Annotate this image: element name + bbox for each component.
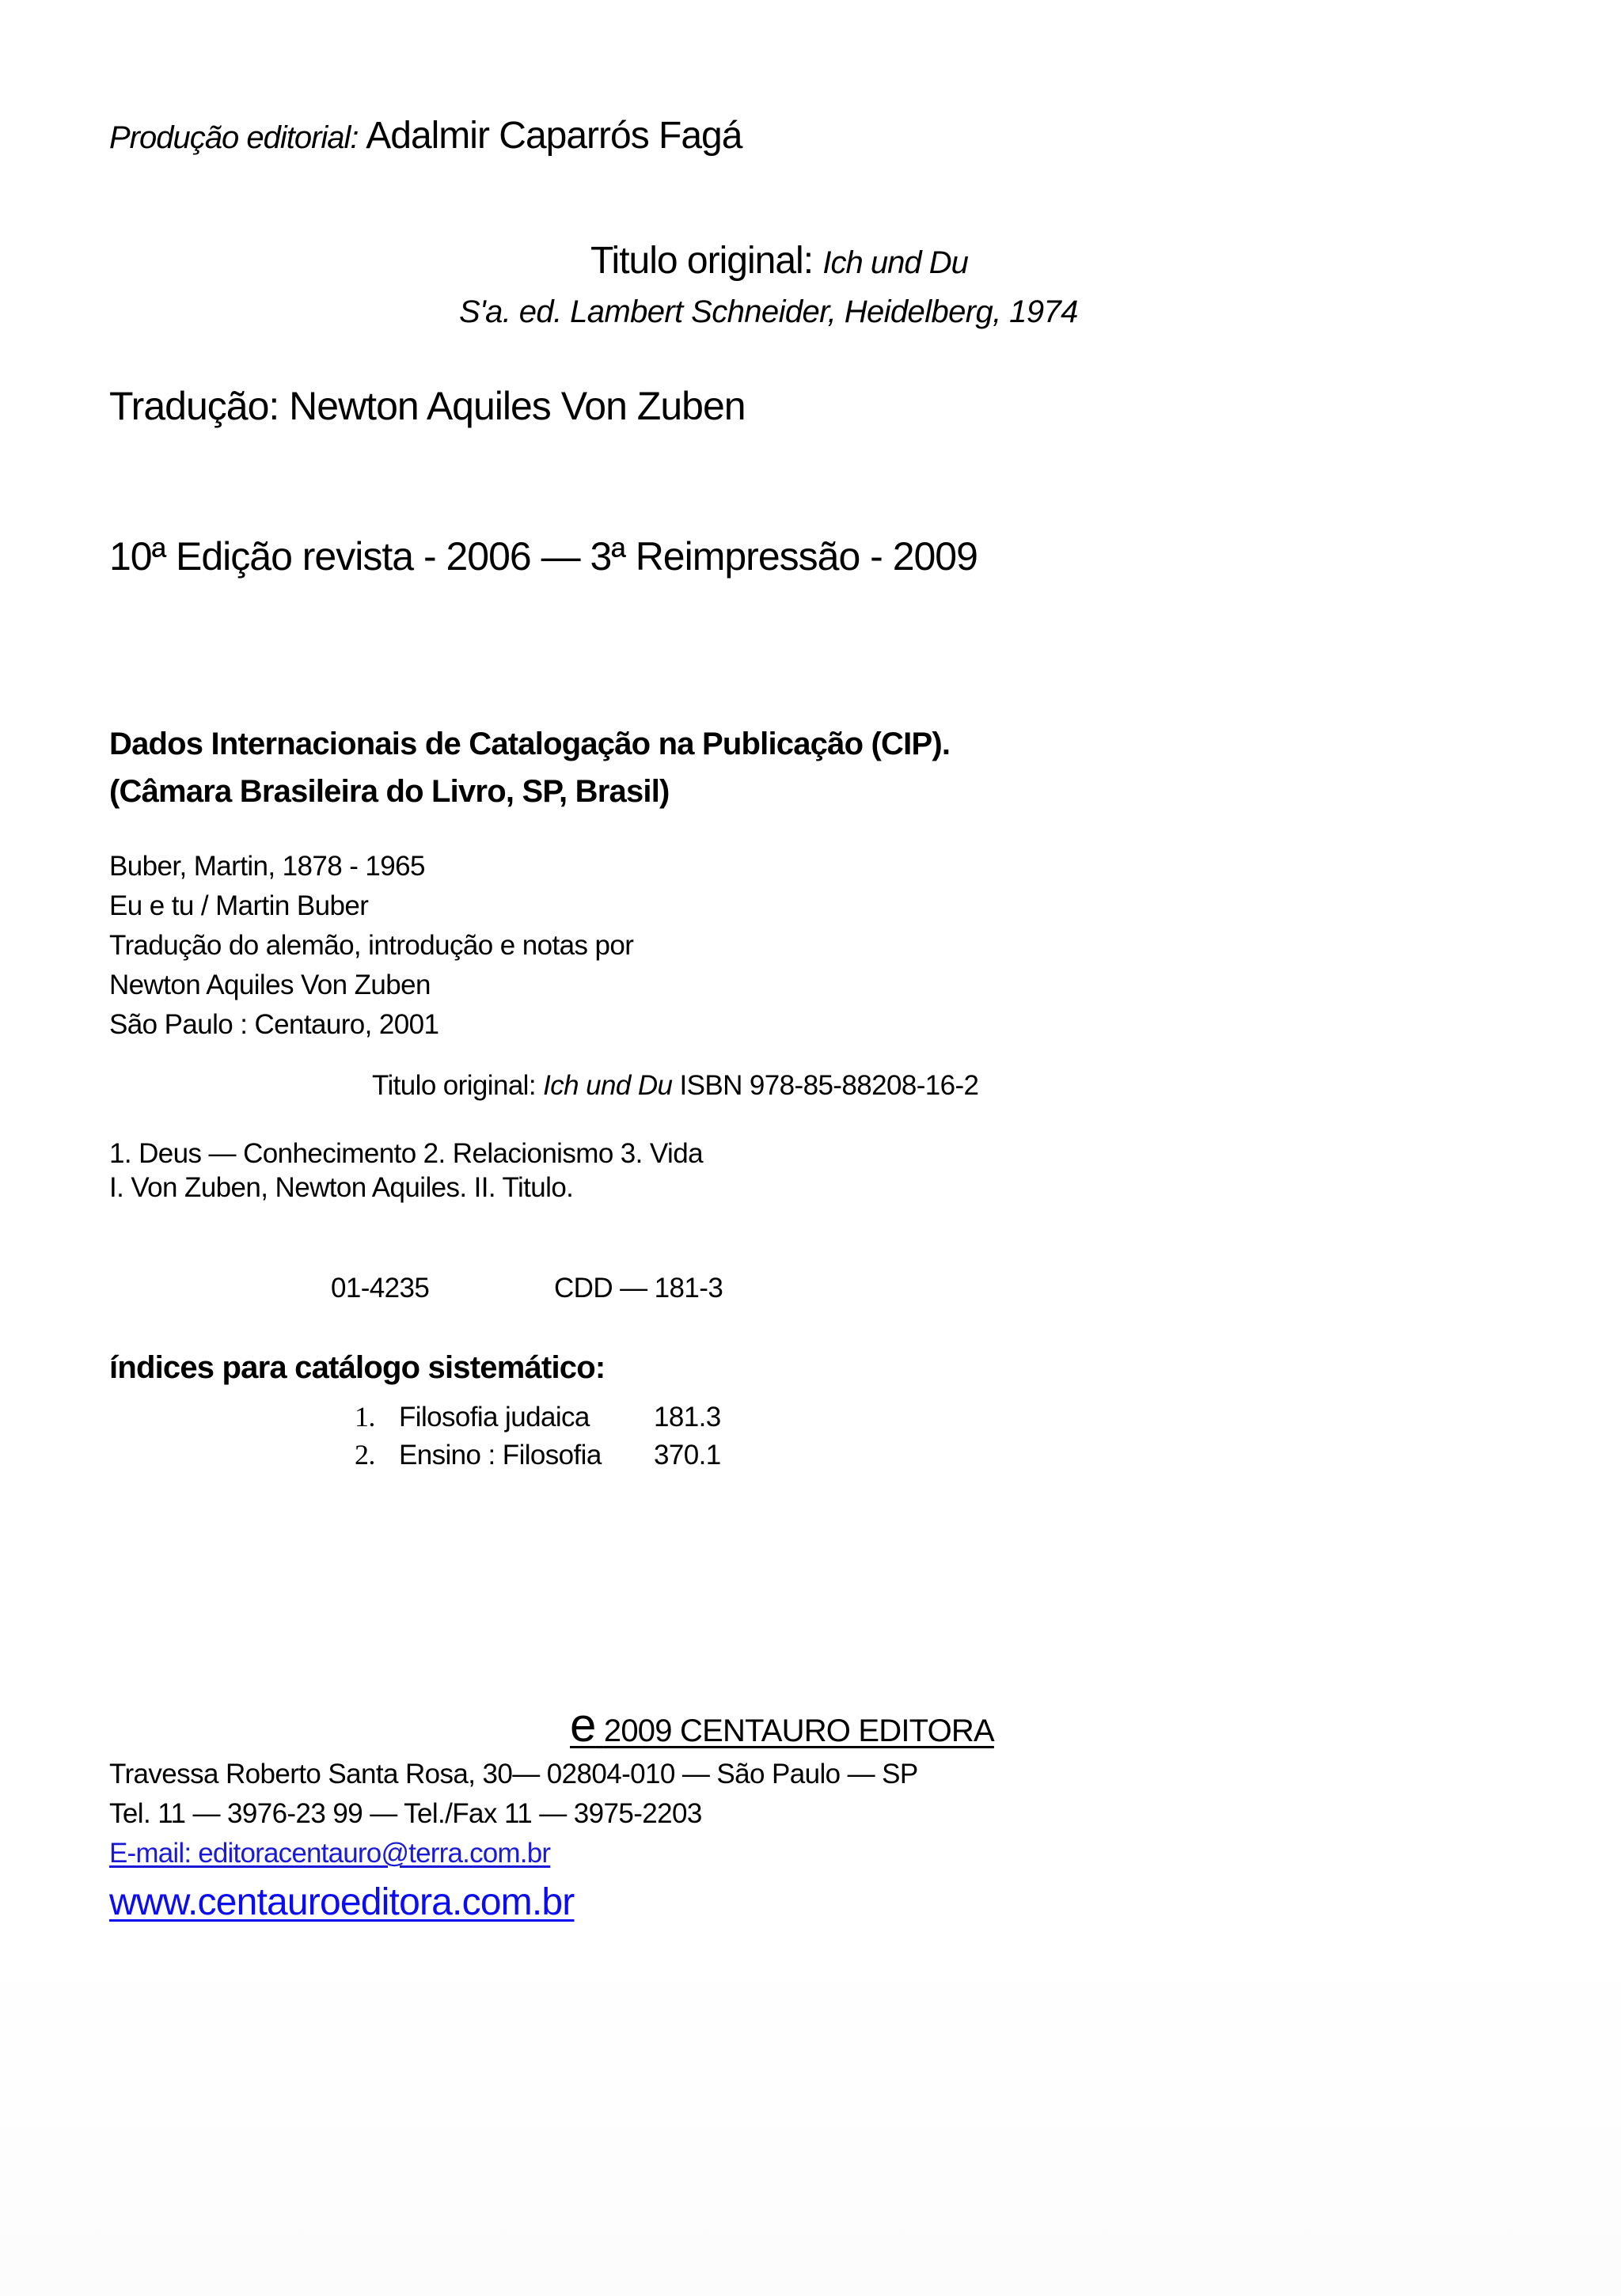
subject-headings: 1. Deus — Conhecimento 2. Relacionismo 3. Vida [109, 1138, 703, 1169]
edition-info: 10ª Edição revista - 2006 — 3ª Reimpressão - 2009 [109, 534, 978, 579]
publisher-address: Travessa Roberto Santa Rosa, 30— 02804-010 — São Paulo — SP [109, 1759, 918, 1789]
catalog-number: 01-4235 [331, 1273, 430, 1304]
index-item-number: 1. [355, 1401, 375, 1433]
cip-entry-line: Eu e tu / Martin Buber [109, 890, 369, 921]
index-item-label: Filosofia judaica [399, 1402, 590, 1433]
isbn-number: ISBN 978-85-88208-16-2 [679, 1070, 979, 1101]
index-item-label: Ensino : Filosofia [399, 1440, 602, 1471]
production-credit [109, 117, 742, 155]
copyright-notice [570, 1698, 994, 1751]
isbn-title-label: Titulo original: [372, 1070, 536, 1101]
index-item-code: 181.3 [654, 1402, 721, 1433]
cip-entry-line: Tradução do alemão, introdução e notas por [109, 930, 634, 961]
added-entries: I. Von Zuben, Newton Aquiles. II. Titulo. [109, 1172, 574, 1203]
email-link[interactable]: E-mail: editoracentauro@terra.com.br [109, 1838, 551, 1869]
cip-entry-line: São Paulo : Centauro, 2001 [109, 1009, 439, 1040]
cip-entry-line: Buber, Martin, 1878 - 1965 [109, 851, 425, 882]
original-title-line [590, 242, 968, 280]
index-heading: índices para catálogo sistemático: [109, 1350, 606, 1385]
cip-entry-line: Newton Aquiles Von Zuben [109, 970, 431, 1000]
original-title-label: Titulo original: [590, 240, 814, 282]
cip-heading: Dados Internacionais de Catalogação na Publicação (CIP). [109, 727, 951, 761]
index-item-code: 370.1 [654, 1440, 721, 1471]
copyright-text: 2009 CENTAURO EDITORA [603, 1713, 994, 1748]
index-item-number: 2. [355, 1439, 375, 1471]
cip-entry [109, 847, 633, 1045]
website-link[interactable]: www.centauroeditora.com.br [109, 1881, 575, 1923]
cdd-code: CDD — 181-3 [554, 1273, 723, 1304]
production-name: Adalmir Caparrós Fagá [366, 115, 742, 157]
index-item [355, 1402, 721, 1431]
isbn-line [372, 1072, 978, 1099]
publisher-phones: Tel. 11 — 3976-23 99 — Tel./Fax 11 — 3975-2203 [109, 1798, 702, 1829]
cip-subheading: (Câmara Brasileira do Livro, SP, Brasil) [109, 774, 670, 809]
index-item [355, 1440, 721, 1469]
isbn-original-title: Ich und Du [543, 1070, 673, 1101]
production-label: Produção editorial: [109, 120, 359, 155]
copyright-mark: e [570, 1698, 596, 1751]
original-edition: S'a. ed. Lambert Schneider, Heidelberg, 1974 [459, 294, 1078, 329]
original-title: Ich und Du [822, 245, 968, 280]
translation-credit: Tradução: Newton Aquiles Von Zuben [109, 384, 746, 428]
